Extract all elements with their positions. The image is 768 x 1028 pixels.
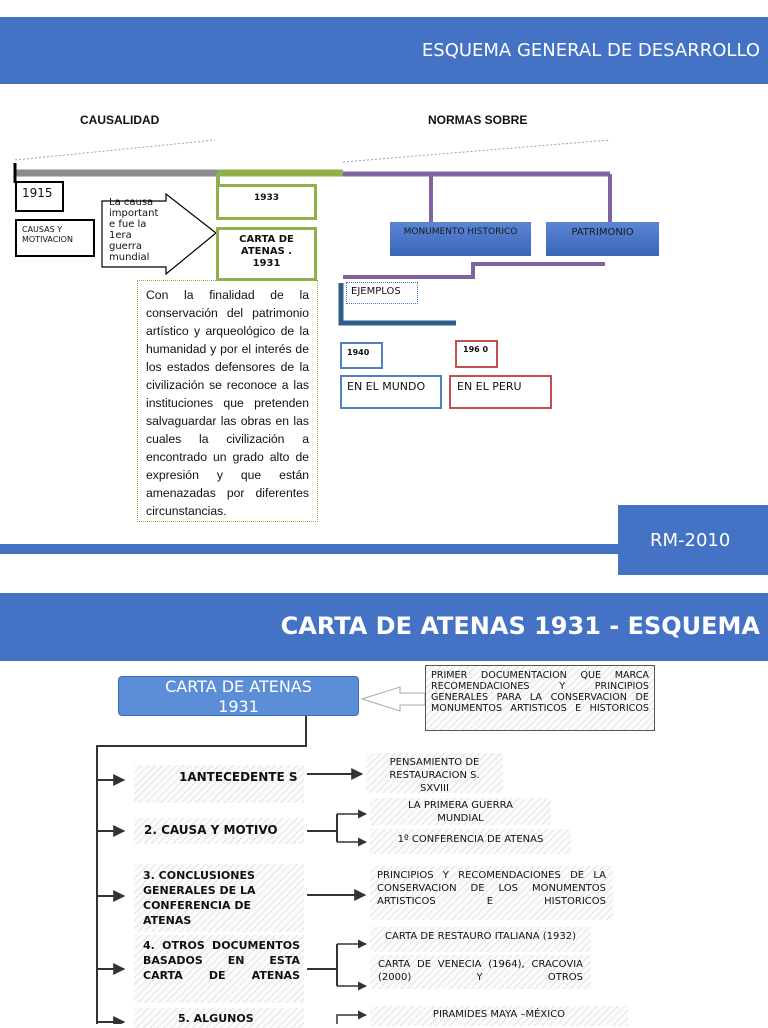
item-antecedentes: 1ANTECEDENTE S: [134, 765, 304, 803]
ejemplos-box: EJEMPLOS: [346, 282, 418, 304]
description-box: Con la finalidad de la conservación del patrimonio artístico y arqueológico de la humanidad y por el interés de los estados defensores de la civilización se reconoce a las instituciones que pretenden salvaguardar las obras en las cuales la civilización a encontrado un grado alto de expresión y que están amenazadas por diferentes circunstancias.: [137, 280, 318, 522]
causas-box: CAUSAS Y MOTIVACION: [15, 219, 95, 257]
detail-primera-guerra: LA PRIMERA GUERRA MUNDIAL: [370, 798, 551, 825]
mundo-box: EN EL MUNDO: [340, 375, 442, 409]
detail-piramides-maya: PIRAMIDES MAYA –MÉXICO: [370, 1006, 628, 1026]
normas-heading: NORMAS SOBRE: [428, 113, 528, 127]
detail-principios: PRINCIPIOS Y RECOMENDACIONES DE LA CONSERVACION DE LOS MONUMENTOS ARTISTICOS E HISTORICOS: [370, 866, 613, 920]
primer-documentacion-box: PRIMER DOCUMENTACION QUE MARCA RECOMENDACIONES Y PRINCIPIOS GENERALES PARA LA CONSERVACION DE MONUMENTOS ARTISTICOS E HISTORICOS: [425, 665, 655, 731]
cause-arrow-text: La causa important e fue la 1era guerra mundial: [109, 197, 159, 263]
year-1940-box: 1940: [340, 342, 383, 369]
item-causa-motivo: 2. CAUSA Y MOTIVO: [134, 818, 304, 844]
item-otros-documentos: 4. OTROS DOCUMENTOS BASADOS EN ESTA CARTA DE ATENAS: [134, 935, 304, 1003]
slide1-title: ESQUEMA GENERAL DE DESARROLLO: [421, 40, 760, 61]
carta-atenas-main-box: CARTA DE ATENAS 1931: [118, 676, 359, 716]
year-1915-box: 1915: [15, 181, 64, 212]
slide2-title: CARTA DE ATENAS 1931 - ESQUEMA: [280, 612, 760, 640]
peru-box: EN EL PERU: [449, 375, 552, 409]
footer-label: RM-2010: [650, 530, 731, 551]
year-1960-box: 196 0: [455, 340, 498, 368]
monumento-box: MONUMENTO HISTORICO: [390, 222, 531, 256]
detail-pensamiento: PENSAMIENTO DE RESTAURACION S. SXVIII: [366, 753, 503, 793]
carta-atenas-box: CARTA DE ATENAS . 1931: [216, 227, 317, 281]
patrimonio-box: PATRIMONIO: [546, 222, 659, 256]
item-algunos: 5. ALGUNOS: [134, 1008, 304, 1028]
detail-conferencia: 1º CONFERENCIA DE ATENAS: [370, 829, 571, 854]
item-conclusiones: 3. CONCLUSIONES GENERALES DE LA CONFERENCIA DE ATENAS: [134, 864, 304, 932]
causalidad-heading: CAUSALIDAD: [80, 113, 160, 127]
detail-restauro-italiana: CARTA DE RESTAURO ITALIANA (1932): [370, 927, 591, 952]
detail-venecia-cracovia: CARTA DE VENECIA (1964), CRACOVIA (2000) Y OTROS: [370, 955, 591, 989]
year-1933-box: 1933: [216, 184, 317, 220]
